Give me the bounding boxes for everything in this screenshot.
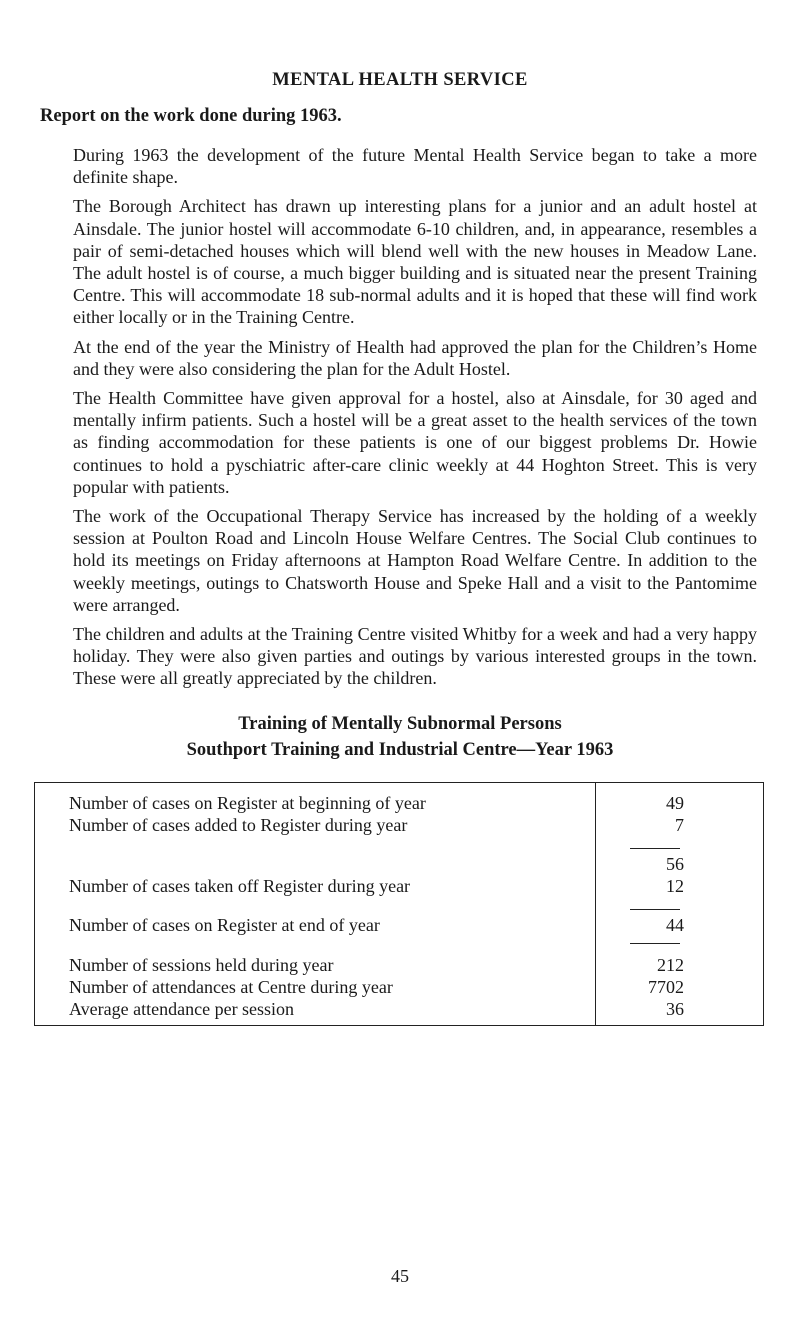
row-label: Number of cases on Register at beginning of year [69,793,426,813]
sum-rule [630,909,680,910]
row-label: Number of sessions held during year [69,955,334,975]
row-label: Number of cases taken off Register during year [69,876,411,896]
row-value: 49 [666,793,684,813]
row-value: 44 [666,915,684,935]
table-row [34,793,764,815]
paragraph: The children and adults at the Training Centre visited Whitby for a week and had a very happy holiday. They were also given parties and outings by various interested groups in the town. These were all greatly appreciated by the children. [73,624,757,689]
row-value: 36 [666,999,684,1019]
row-label: Number of cases added to Register during year [69,815,408,835]
row-label: Number of attendances at Centre during year [69,977,393,997]
page-title: MENTAL HEALTH SERVICE [272,70,528,90]
row-value: 7702 [648,977,684,997]
row-value: 7 [675,815,684,835]
row-label: Average attendance per session [69,999,295,1019]
report-heading: Report on the work done during 1963. [40,106,342,126]
page-number: 45 [391,1266,409,1286]
table-title: Training of Mentally Subnormal Persons [238,714,562,734]
row-value: 212 [657,955,684,975]
paragraph: The Health Committee have given approval for a hostel, also at Ainsdale, for 30 aged and mentally infirm patients. Such a hostel will be a great asset to the health services of the town as finding accommodation for these patients is one of our biggest problems Dr. Howie continues to hold a pyschiatric after-care clinic weekly at 44 Hoghton Street. This is very popular with patients. [73,388,757,497]
sum-rule [630,848,680,849]
table-row [34,876,764,898]
table-row [34,815,764,837]
report-body [73,144,757,697]
row-label: Number of cases on Register at end of year [69,915,380,935]
row-value: 12 [666,876,684,896]
table-row [34,854,764,876]
sum-rule [630,943,680,944]
paragraph: During 1963 the development of the future Mental Health Service began to take a more definite shape. [73,145,757,188]
table-row [34,955,764,977]
row-value: 56 [666,854,684,874]
statistics-table [34,782,764,1026]
paragraph: The Borough Architect has drawn up interesting plans for a junior and an adult hostel at Ainsdale. The junior hostel will accommodate 6-10 children, and, in appearance, resembles a pair of semi-detached houses which will blend well with the new houses in Meadow Lane. The adult hostel is of course, a much bigger building and is situated near the present Training Centre. This will accommodate 18 sub-normal adults and it is hoped that these will find work either locally or in the Training Centre. [73,196,757,328]
table-subtitle: Southport Training and Industrial Centre—Year 1963 [186,740,614,760]
paragraph: The work of the Occupational Therapy Service has increased by the holding of a weekly session at Poulton Road and Lincoln House Welfare Centres. The Social Club continues to hold its meetings on Friday afternoons at Hampton Road Welfare Centre. In addition to the weekly meetings, outings to Chatsworth House and Speke Hall and a visit to the Pantomime were arranged. [73,506,757,615]
table-row [34,977,764,999]
paragraph: At the end of the year the Ministry of Health had approved the plan for the Children’s Home and they were also considering the plan for the Adult Hostel. [73,336,757,379]
table-row [34,999,764,1021]
table-row [34,915,764,937]
